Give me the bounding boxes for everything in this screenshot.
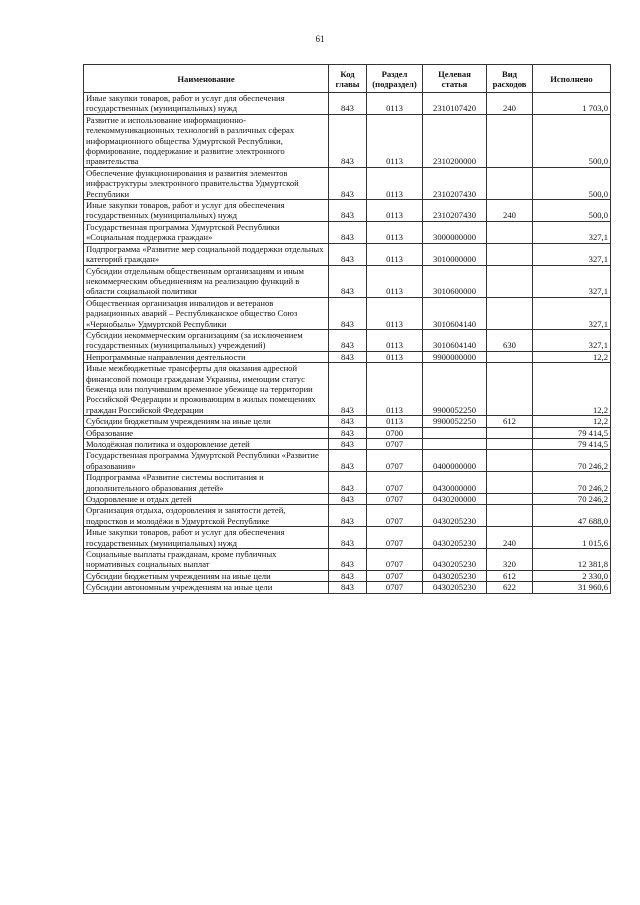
- row-name: Субсидии автономным учреждениям на иные цели: [84, 582, 329, 593]
- row-amount: 327,1: [533, 221, 611, 243]
- row-name: Государственная программа Удмуртской Республики «Социальная поддержка граждан»: [84, 221, 329, 243]
- row-code: 843: [329, 494, 367, 505]
- row-code: 843: [329, 329, 367, 351]
- row-section: 0113: [367, 200, 423, 222]
- row-name: Государственная программа Удмуртской Республики «Развитие образования»: [84, 450, 329, 472]
- table-row: [84, 114, 611, 167]
- row-name: Подпрограмма «Развитие системы воспитания и дополнительного образования детей»: [84, 472, 329, 494]
- row-target: 0430000000: [423, 472, 487, 494]
- row-target: 0430205230: [423, 570, 487, 581]
- header-name: Наименование: [84, 65, 329, 93]
- row-section: 0707: [367, 582, 423, 593]
- row-amount: 327,1: [533, 243, 611, 265]
- row-name: Организация отдыха, оздоровления и занятости детей, подростков и молодёжи в Удмуртской Республике: [84, 505, 329, 527]
- header-target: Целевая статья: [423, 65, 487, 93]
- row-code: 843: [329, 505, 367, 527]
- table-row: [84, 582, 611, 593]
- row-target: 3010600000: [423, 265, 487, 297]
- row-section: 0113: [367, 221, 423, 243]
- row-amount: 500,0: [533, 114, 611, 167]
- row-target: 3010000000: [423, 243, 487, 265]
- row-code: 843: [329, 527, 367, 549]
- row-type: [487, 363, 533, 416]
- row-target: 0400000000: [423, 450, 487, 472]
- row-type: [487, 450, 533, 472]
- table-row: [84, 472, 611, 494]
- row-code: 843: [329, 297, 367, 329]
- row-section: 0113: [367, 93, 423, 115]
- row-type: [487, 265, 533, 297]
- row-type: [487, 351, 533, 362]
- row-target: 0430205230: [423, 505, 487, 527]
- row-target: [423, 427, 487, 438]
- row-name: Иные закупки товаров, работ и услуг для обеспечения государственных (муниципальных) нужд: [84, 93, 329, 115]
- row-name: Образование: [84, 427, 329, 438]
- row-type: [487, 505, 533, 527]
- row-name: Иные закупки товаров, работ и услуг для обеспечения государственных (муниципальных) нужд: [84, 527, 329, 549]
- row-code: 843: [329, 450, 367, 472]
- table-row: [84, 505, 611, 527]
- row-target: 3010604140: [423, 329, 487, 351]
- row-type: [487, 439, 533, 450]
- row-type: [487, 243, 533, 265]
- row-target: 3010604140: [423, 297, 487, 329]
- row-section: 0113: [367, 351, 423, 362]
- table-row: [84, 494, 611, 505]
- row-code: 843: [329, 200, 367, 222]
- row-target: 0430205230: [423, 527, 487, 549]
- row-code: 843: [329, 351, 367, 362]
- table-row: [84, 363, 611, 416]
- row-target: 0430200000: [423, 494, 487, 505]
- row-name: Молодёжная политика и оздоровление детей: [84, 439, 329, 450]
- row-target: 2310207430: [423, 167, 487, 199]
- row-type: 622: [487, 582, 533, 593]
- row-type: [487, 297, 533, 329]
- row-section: 0707: [367, 439, 423, 450]
- row-name: Непрограммные направления деятельности: [84, 351, 329, 362]
- row-name: Развитие и использование информационно-телекоммуникационных технологий в различных сферах информационного общества Удмуртской Республики, формирование, поддержание и развитие электронного правительства: [84, 114, 329, 167]
- row-code: 843: [329, 549, 367, 571]
- row-type: 612: [487, 570, 533, 581]
- table-row: [84, 329, 611, 351]
- row-type: [487, 494, 533, 505]
- row-name: Оздоровление и отдых детей: [84, 494, 329, 505]
- table-row: [84, 265, 611, 297]
- row-section: 0113: [367, 114, 423, 167]
- row-type: [487, 167, 533, 199]
- row-amount: 70 246,2: [533, 450, 611, 472]
- row-type: [487, 221, 533, 243]
- row-code: 843: [329, 363, 367, 416]
- row-amount: 12,2: [533, 351, 611, 362]
- header-section: Раздел (подраздел): [367, 65, 423, 93]
- table-row: [84, 450, 611, 472]
- row-type: 630: [487, 329, 533, 351]
- table-row: [84, 167, 611, 199]
- row-target: 2310200000: [423, 114, 487, 167]
- row-name: Подпрограмма «Развитие мер социальной поддержки отдельных категорий граждан»: [84, 243, 329, 265]
- table-row: [84, 93, 611, 115]
- table-row: [84, 549, 611, 571]
- row-type: 240: [487, 527, 533, 549]
- row-amount: 12,2: [533, 416, 611, 427]
- row-amount: 2 330,0: [533, 570, 611, 581]
- row-section: 0707: [367, 570, 423, 581]
- header-code: Код главы: [329, 65, 367, 93]
- table-row: [84, 427, 611, 438]
- row-type: [487, 114, 533, 167]
- row-type: 240: [487, 200, 533, 222]
- table-body: [84, 93, 611, 594]
- row-amount: 327,1: [533, 265, 611, 297]
- row-code: 843: [329, 472, 367, 494]
- table-row: [84, 351, 611, 362]
- row-amount: 79 414,5: [533, 439, 611, 450]
- row-section: 0700: [367, 427, 423, 438]
- row-amount: 70 246,2: [533, 472, 611, 494]
- row-code: 843: [329, 265, 367, 297]
- row-type: 240: [487, 93, 533, 115]
- row-target: 2310107420: [423, 93, 487, 115]
- row-section: 0113: [367, 167, 423, 199]
- row-amount: 1 703,0: [533, 93, 611, 115]
- row-section: 0707: [367, 472, 423, 494]
- row-name: Общественная организация инвалидов и ветеранов радиационных аварий – Республиканское общество Союз «Чернобыль» Удмуртской Республики: [84, 297, 329, 329]
- row-amount: 327,1: [533, 329, 611, 351]
- row-name: Иные закупки товаров, работ и услуг для обеспечения государственных (муниципальных) нужд: [84, 200, 329, 222]
- table-row: [84, 297, 611, 329]
- row-target: 9900000000: [423, 351, 487, 362]
- row-amount: 79 414,5: [533, 427, 611, 438]
- row-target: 3000000000: [423, 221, 487, 243]
- row-target: 2310207430: [423, 200, 487, 222]
- row-section: 0707: [367, 549, 423, 571]
- row-section: 0707: [367, 505, 423, 527]
- row-name: Субсидии бюджетным учреждениям на иные цели: [84, 416, 329, 427]
- row-target: 9900052250: [423, 416, 487, 427]
- row-target: 0430205230: [423, 549, 487, 571]
- row-code: 843: [329, 416, 367, 427]
- row-type: 612: [487, 416, 533, 427]
- row-target: [423, 439, 487, 450]
- row-code: 843: [329, 582, 367, 593]
- row-amount: 500,0: [533, 167, 611, 199]
- row-type: [487, 472, 533, 494]
- row-name: Субсидии некоммерческим организациям (за исключением государственных (муниципальных) учреждений): [84, 329, 329, 351]
- row-name: Обеспечение функционирования и развития элементов инфраструктуры электронного правительства Удмуртской Республики: [84, 167, 329, 199]
- table-row: [84, 200, 611, 222]
- table-row: [84, 243, 611, 265]
- row-target: 0430205230: [423, 582, 487, 593]
- row-amount: 1 015,6: [533, 527, 611, 549]
- table-row: [84, 221, 611, 243]
- row-amount: 12 381,8: [533, 549, 611, 571]
- row-code: 843: [329, 427, 367, 438]
- budget-table: [83, 64, 611, 594]
- row-section: 0113: [367, 265, 423, 297]
- row-code: 843: [329, 243, 367, 265]
- row-code: 843: [329, 114, 367, 167]
- row-amount: 47 688,0: [533, 505, 611, 527]
- header-type: Вид расходов: [487, 65, 533, 93]
- row-amount: 327,1: [533, 297, 611, 329]
- row-section: 0707: [367, 527, 423, 549]
- table-row: [84, 570, 611, 581]
- row-code: 843: [329, 93, 367, 115]
- row-amount: 70 246,2: [533, 494, 611, 505]
- row-name: Иные межбюджетные трансферты для оказания адресной финансовой помощи гражданам Украины, имеющим статус беженца или получившим временное убежище на территории Российской Федерации и проживающим в жилых помещениях граждан Российской Федерации: [84, 363, 329, 416]
- row-code: 843: [329, 221, 367, 243]
- table-header-row: [84, 65, 611, 93]
- page-number: 61: [315, 34, 325, 44]
- row-name: Субсидии отдельным общественным организациям и иным некоммерческим объединениям на реализацию функций в области социальной политики: [84, 265, 329, 297]
- table-row: [84, 439, 611, 450]
- row-section: 0707: [367, 450, 423, 472]
- row-section: 0707: [367, 494, 423, 505]
- row-name: Субсидии бюджетным учреждениям на иные цели: [84, 570, 329, 581]
- table-row: [84, 527, 611, 549]
- row-target: 9900052250: [423, 363, 487, 416]
- row-amount: 500,0: [533, 200, 611, 222]
- row-name: Социальные выплаты гражданам, кроме публичных нормативных социальных выплат: [84, 549, 329, 571]
- row-type: [487, 427, 533, 438]
- header-amount: Исполнено: [533, 65, 611, 93]
- row-section: 0113: [367, 329, 423, 351]
- row-section: 0113: [367, 416, 423, 427]
- row-code: 843: [329, 570, 367, 581]
- row-amount: 12,2: [533, 363, 611, 416]
- row-code: 843: [329, 167, 367, 199]
- table-row: [84, 416, 611, 427]
- row-section: 0113: [367, 297, 423, 329]
- row-section: 0113: [367, 363, 423, 416]
- row-type: 320: [487, 549, 533, 571]
- row-code: 843: [329, 439, 367, 450]
- row-section: 0113: [367, 243, 423, 265]
- row-amount: 31 960,6: [533, 582, 611, 593]
